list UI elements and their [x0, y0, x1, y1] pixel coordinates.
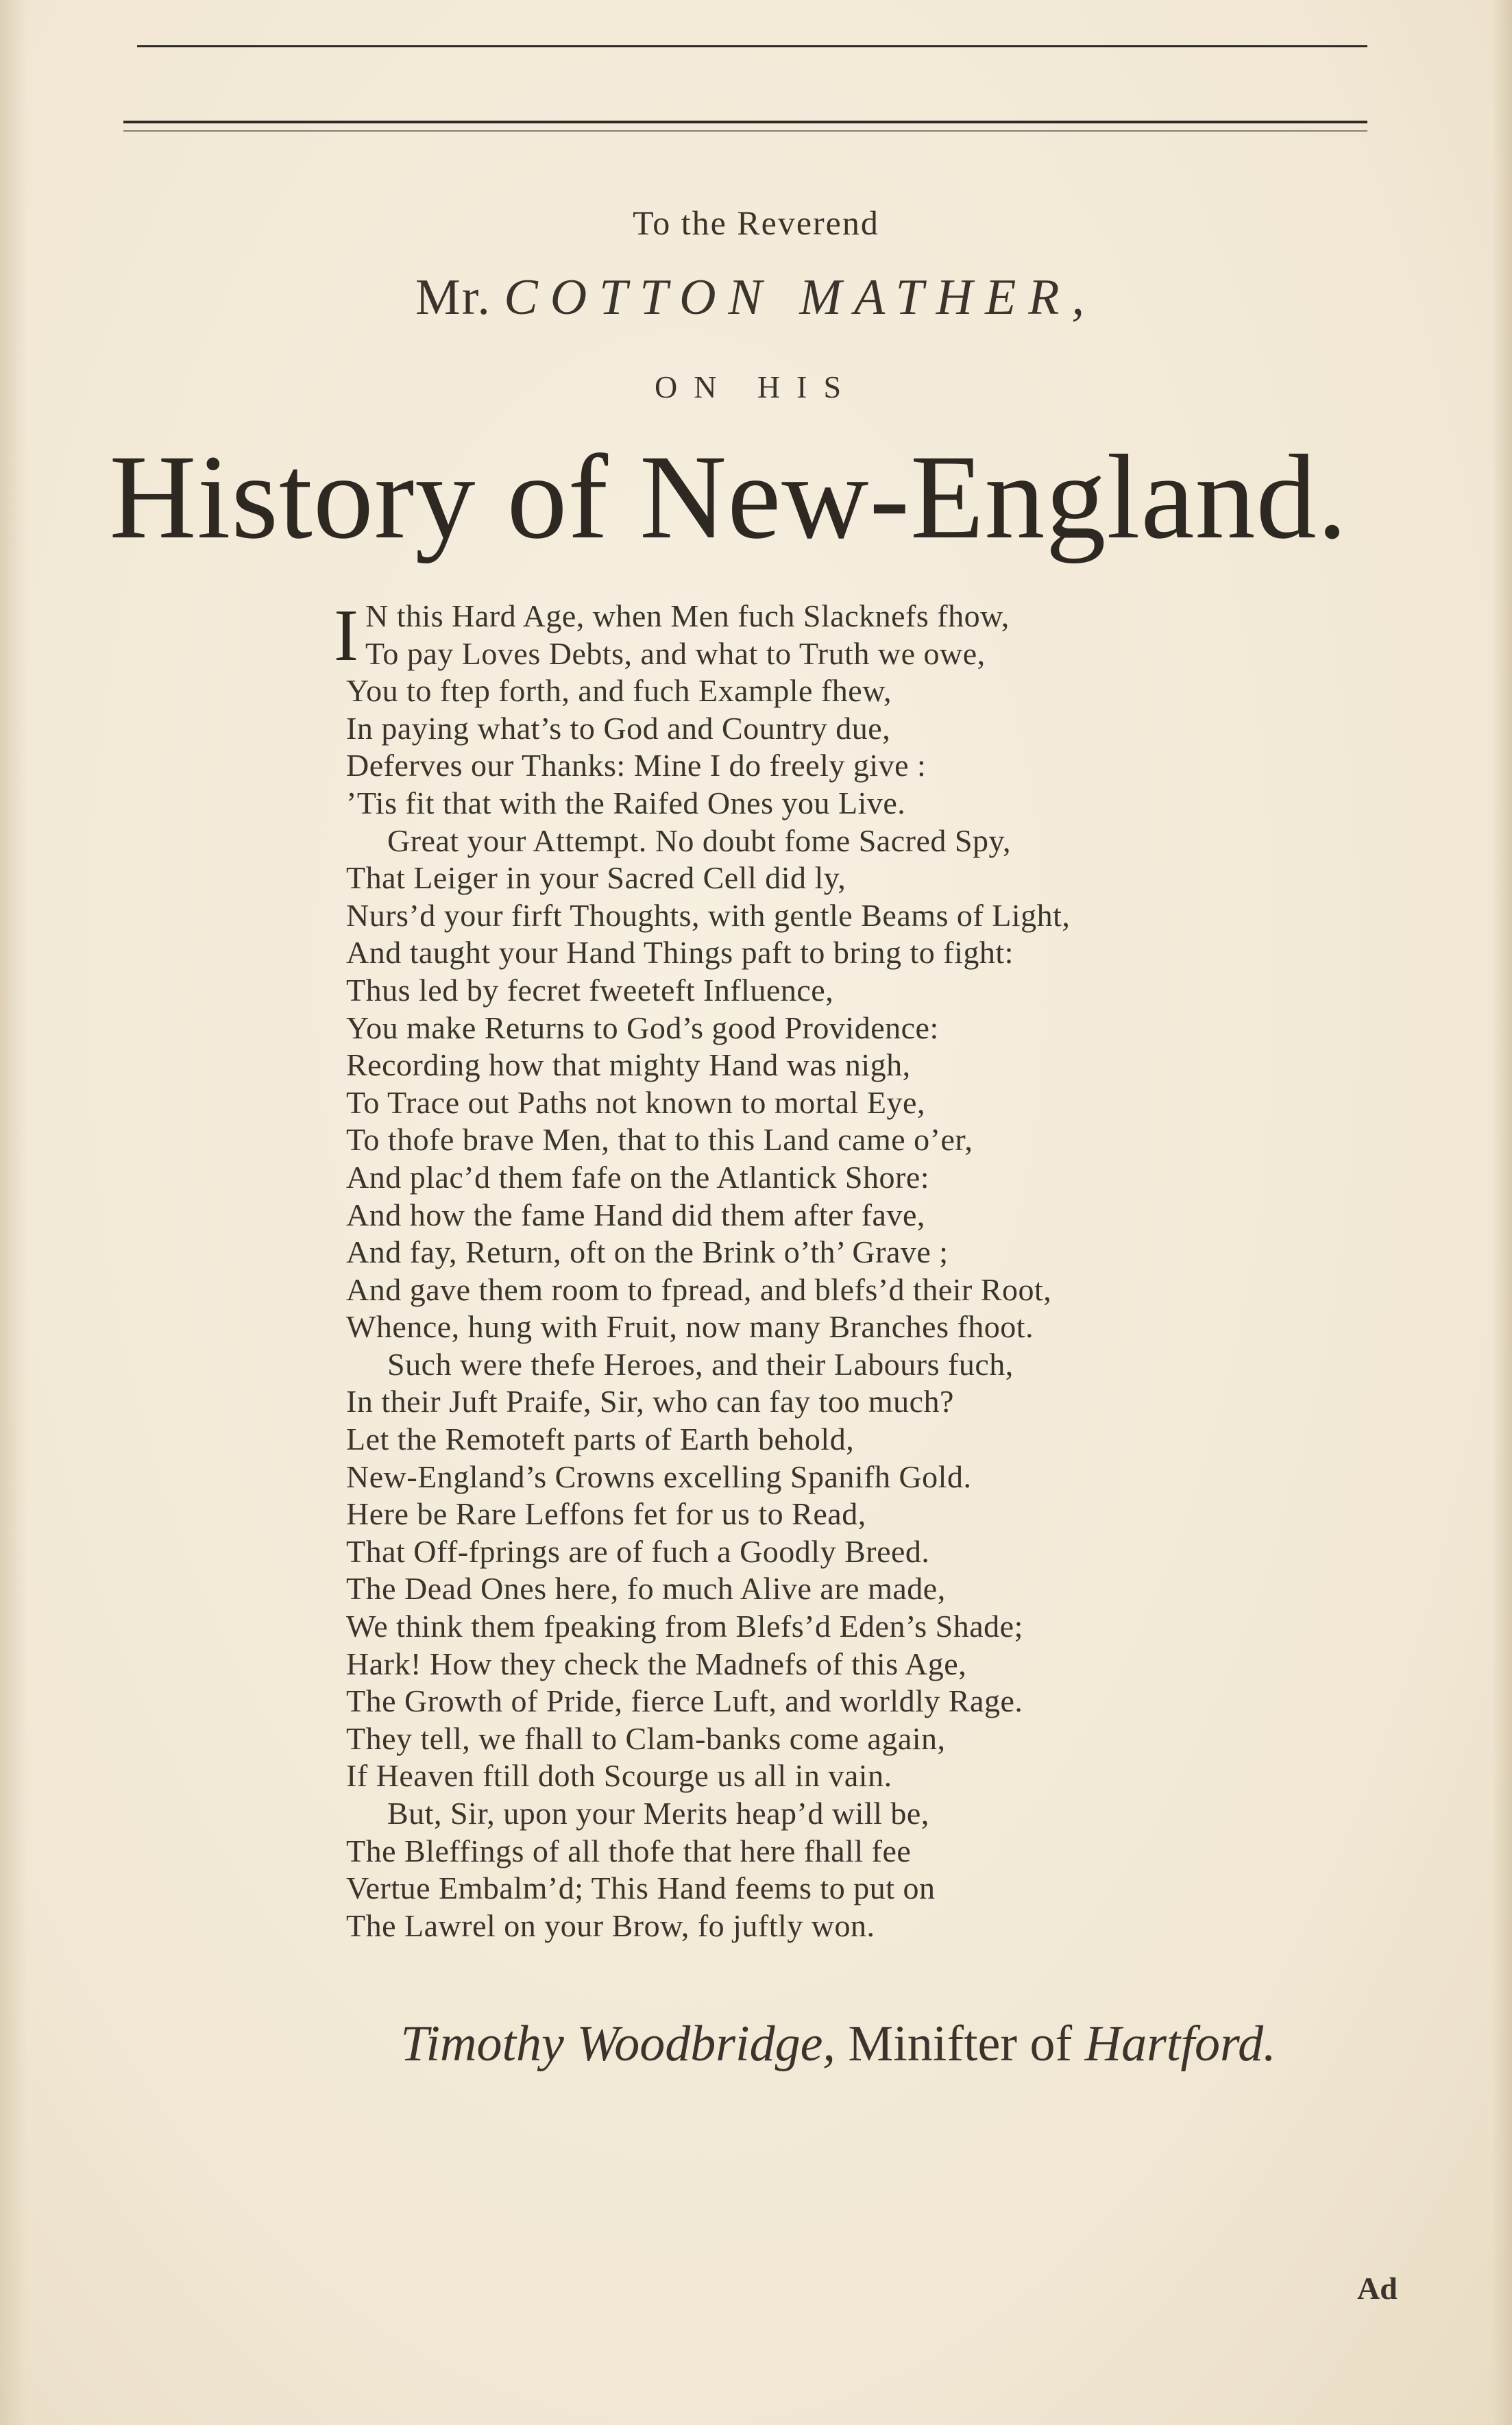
catchword: Ad [1357, 2271, 1398, 2306]
addressee-title [0, 269, 1512, 327]
poem-line: Hark! How they check the Madnefs of this Age, [346, 1646, 967, 1681]
top-rule [137, 45, 1367, 47]
poem-line: In paying what’s to God and Country due, [346, 710, 891, 746]
poem-line: Whence, hung with Fruit, now many Branches fhoot. [346, 1309, 1034, 1345]
double-rule-top [123, 121, 1367, 123]
poem-line: Deferves our Thanks: Mine I do freely give : [346, 748, 927, 783]
poem-line: Vertue Embalm’d; This Hand feems to put on [346, 1870, 936, 1906]
poem-line: The Growth of Pride, fierce Luft, and worldly Rage. [346, 1683, 1023, 1719]
poem-line: You make Returns to God’s good Providence: [346, 1010, 939, 1045]
poem-line: Great your Attempt. No doubt fome Sacred Spy, [387, 822, 1011, 858]
double-rule-bottom [123, 130, 1367, 132]
signature [0, 2015, 1512, 2073]
poem-line: The Bleffings of all thofe that here fhall fee [346, 1833, 912, 1868]
poem-body [334, 595, 1237, 1945]
poem-line: To pay Loves Debts, and what to Truth we owe, [365, 635, 986, 671]
poem-line: The Lawrel on your Brow, fo juftly won. [346, 1908, 875, 1943]
poem-line: But, Sir, upon your Merits heap’d will be, [387, 1796, 929, 1831]
poem-line: Thus led by fecret fweeteft Influence, [346, 972, 834, 1008]
addressee-prefix: Mr. [415, 269, 491, 326]
poem-line: New-England’s Crowns excelling Spanifh Gold. [346, 1459, 972, 1494]
signature-place: Hartford. [1084, 2016, 1276, 2072]
poem-line: We think them fpeaking from Blefs’d Eden’s Shade; [346, 1609, 1023, 1644]
on-his-line: ON HIS [654, 369, 858, 404]
poem-line: To Trace out Paths not known to mortal Eye, [346, 1084, 925, 1120]
poem-line: Let the Remoteft parts of Earth behold, [346, 1422, 855, 1457]
main-title: History of New-England. [109, 430, 1348, 564]
poem-line: ’Tis fit that with the Raifed Ones you Live. [346, 785, 906, 820]
poem-line: If Heaven ftill doth Scourge us all in vain. [346, 1758, 892, 1794]
poem-line: And gave them room to fpread, and blefs’d their Root, [346, 1271, 1052, 1307]
addressee-name: COTTON MATHER, [504, 269, 1097, 326]
dedication-line: To the Reverend [633, 204, 879, 242]
signature-name: Timothy Woodbridge, [400, 2016, 836, 2072]
drop-cap: I [334, 595, 359, 677]
poem-line: They tell, we fhall to Clam-banks come again, [346, 1720, 946, 1756]
poem-line: To thofe brave Men, that to this Land came o’er, [346, 1122, 973, 1158]
poem-line: That Leiger in your Sacred Cell did ly, [346, 860, 846, 896]
poem-line: And fay, Return, oft on the Brink o’th’ Grave ; [346, 1234, 949, 1270]
poem-line: Here be Rare Leffons fet for us to Read, [346, 1496, 866, 1532]
poem-line: The Dead Ones here, fo much Alive are made, [346, 1571, 946, 1607]
poem-line: And taught your Hand Things paft to bring to fight: [346, 935, 1014, 971]
signature-role: Minifter of [848, 2016, 1073, 2072]
poem-line: In their Juft Praife, Sir, who can fay too much? [346, 1384, 954, 1419]
poem-line: Recording how that mighty Hand was nigh, [346, 1047, 911, 1083]
poem-line: N this Hard Age, when Men fuch Slacknefs fhow, [365, 598, 1010, 633]
poem-line: Nurs’d your firft Thoughts, with gentle Beams of Light, [346, 897, 1071, 933]
poem-line: You to ftep forth, and fuch Example fhew, [346, 673, 892, 709]
poem-line: Such were thefe Heroes, and their Labours fuch, [387, 1346, 1014, 1382]
poem-line: And plac’d them fafe on the Atlantick Shore: [346, 1159, 930, 1195]
poem-line: That Off-fprings are of fuch a Goodly Breed. [346, 1533, 930, 1569]
poem-line: And how the fame Hand did them after fave, [346, 1197, 925, 1232]
